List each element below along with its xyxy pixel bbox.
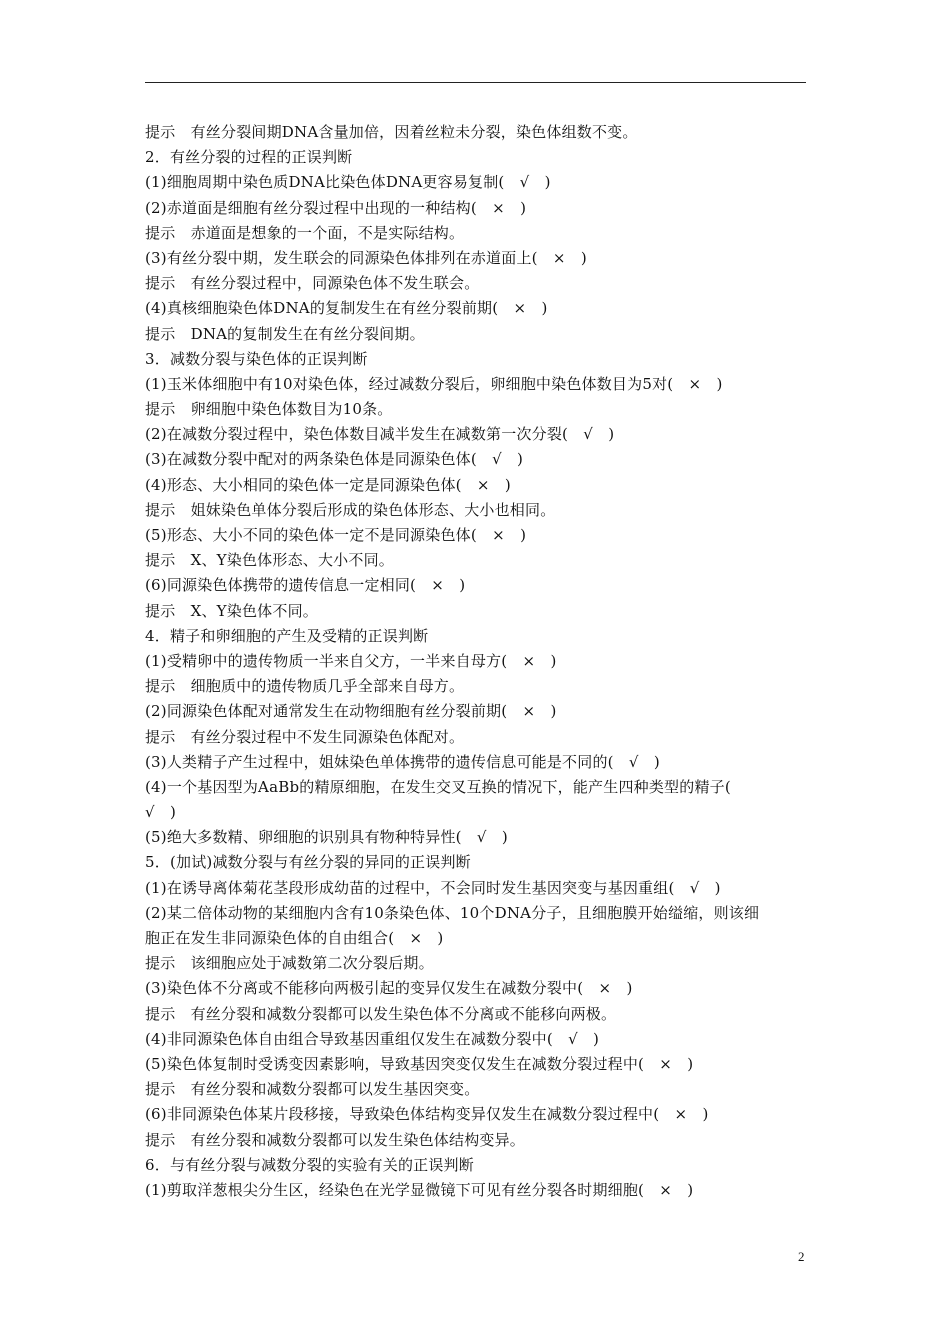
text-line: (3)有丝分裂中期，发生联会的同源染色体排列在赤道面上( × ) (145, 248, 587, 267)
text-line: 提示 有丝分裂和减数分裂都可以发生基因突变。 (145, 1080, 480, 1099)
text-line: 提示 有丝分裂和减数分裂都可以发生染色体不分离或不能移向两极。 (145, 1004, 617, 1023)
header-rule (145, 82, 806, 83)
text-line: 提示 有丝分裂和减数分裂都可以发生染色体结构变异。 (145, 1130, 526, 1149)
text-line: (1)细胞周期中染色质DNA比染色体DNA更容易复制( √ ) (145, 173, 551, 192)
text-line: (5)形态、大小不同的染色体一定不是同源染色体( × ) (145, 526, 527, 544)
text-line: 2．有丝分裂的过程的正误判断 (145, 148, 353, 167)
text-line: 提示 卵细胞中染色体数目为10条。 (145, 400, 393, 419)
text-line: (1)受精卵中的遗传物质一半来自父方，一半来自母方( × ) (145, 651, 557, 670)
text-line: 提示 细胞质中的遗传物质几乎全部来自母方。 (145, 677, 465, 696)
text-line: (3)人类精子产生过程中，姐妹染色单体携带的遗传信息可能是不同的( √ ) (145, 752, 660, 771)
text-line: 提示 DNA的复制发生在有丝分裂间期。 (145, 324, 425, 343)
text-line: 胞正在发生非同源染色体的自由组合( × ) (145, 929, 444, 947)
text-line: 3．减数分裂与染色体的正误判断 (145, 349, 368, 368)
text-line: (1)玉米体细胞中有10对染色体，经过减数分裂后，卵细胞中染色体数目为5对( × ) (145, 374, 723, 393)
text-line: (2)同源染色体配对通常发生在动物细胞有丝分裂前期( × ) (145, 702, 557, 721)
text-line: √ ) (145, 803, 177, 822)
text-line: 6．与有丝分裂与减数分裂的实验有关的正误判断 (145, 1155, 474, 1174)
text-line: 4．精子和卵细胞的产生及受精的正误判断 (145, 626, 429, 645)
text-line: 提示 有丝分裂过程中不发生同源染色体配对。 (145, 727, 465, 746)
text-line: 提示 X、Y染色体不同。 (145, 601, 318, 620)
text-line: (4)非同源染色体自由组合导致基因重组仅发生在减数分裂中( √ ) (145, 1029, 600, 1048)
text-line: (4)形态、大小相同的染色体一定是同源染色体( × ) (145, 475, 511, 494)
document-body (145, 120, 810, 1203)
text-line: (3)在减数分裂中配对的两条染色体是同源染色体( √ ) (145, 450, 524, 469)
text-line: (2)赤道面是细胞有丝分裂过程中出现的一种结构( × ) (145, 198, 527, 217)
text-line: 提示 姐妹染色单体分裂后形成的染色体形态、大小也相同。 (145, 500, 556, 519)
text-line: 提示 X、Y染色体形态、大小不同。 (145, 551, 394, 570)
text-line: 提示 有丝分裂过程中，同源染色体不发生联会。 (145, 274, 480, 293)
text-line: (5)染色体复制时受诱变因素影响，导致基因突变仅发生在减数分裂过程中( × ) (145, 1054, 694, 1073)
text-line: (2)在减数分裂过程中，染色体数目减半发生在减数第一次分裂( √ ) (145, 425, 615, 444)
text-line: (6)同源染色体携带的遗传信息一定相同( × ) (145, 576, 466, 595)
text-line: (4)真核细胞染色体DNA的复制发生在有丝分裂前期( × ) (145, 299, 548, 318)
text-line: (1)剪取洋葱根尖分生区，经染色在光学显微镜下可见有丝分裂各时期细胞( × ) (145, 1180, 694, 1199)
text-line: 5．(加试)减数分裂与有丝分裂的异同的正误判断 (145, 853, 471, 872)
text-line: (2)某二倍体动物的某细胞内含有10条染色体、10个DNA分子，且细胞膜开始缢缩，则该细 (145, 903, 760, 922)
text-line: (5)绝大多数精、卵细胞的识别具有物种特异性( √ ) (145, 828, 508, 847)
page-number: 2 (798, 1249, 805, 1264)
text-line: (3)染色体不分离或不能移向两极引起的变异仅发生在减数分裂中( × ) (145, 979, 633, 998)
text-line: 提示 该细胞应处于减数第二次分裂后期。 (145, 954, 434, 973)
text-line: (6)非同源染色体某片段移接，导致染色体结构变异仅发生在减数分裂过程中( × ) (145, 1105, 709, 1124)
text-line: (4)一个基因型为AaBb的精原细胞，在发生交叉互换的情况下，能产生四种类型的精子( (145, 777, 731, 796)
text-line: (1)在诱导离体菊花茎段形成幼苗的过程中，不会同时发生基因突变与基因重组( √ ) (145, 878, 721, 897)
text-line: 提示 有丝分裂间期DNA含量加倍，因着丝粒未分裂，染色体组数不变。 (145, 123, 638, 141)
text-line: 提示 赤道面是想象的一个面，不是实际结构。 (145, 223, 465, 242)
